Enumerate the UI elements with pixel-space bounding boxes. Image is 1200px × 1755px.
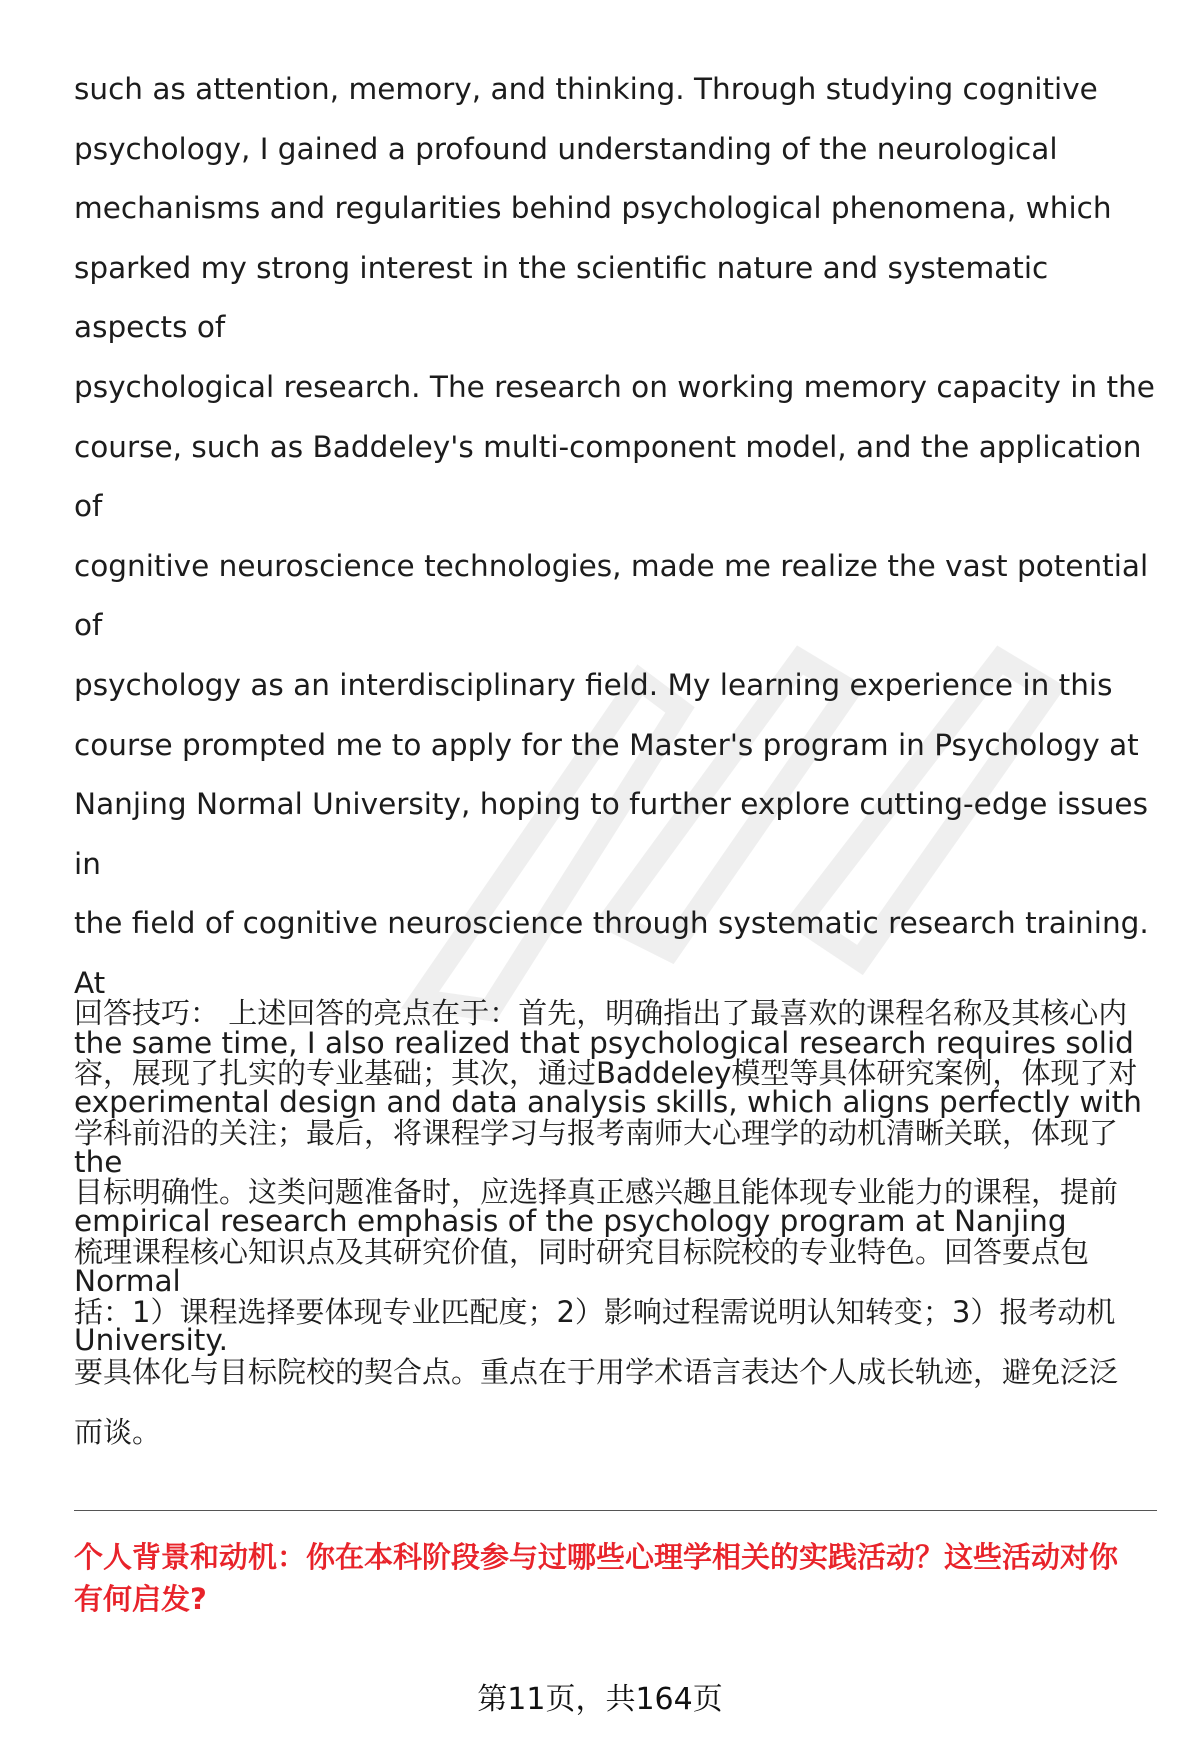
page-number: 第11页，共164页 [477,1682,723,1717]
english-answer-text: such as attention, memory, and thinking. Through studying cognitive psychology, I gained a profound understanding of the neurological mechanisms and regularities behind psychological phenomena, which sparked my strong interest in the scientific nature and systematic aspects of psychological research. The research on working memory capacity in the course, such as Baddeley's multi-component model, and the application of cognitive neuroscience technologies, made me realize the vast potential of psychology as an interdisciplinary field. My learning experience in this course prompted me to apply for the Master's program in Psychology at Nanjing Normal University, hoping to further explore cutting-edge issues in the field of cognitive neuroscience through systematic research training. At the same time, I also realized that psychological research requires solid experimental design and data analysis skills, which aligns perfectly with the empirical research emphasis of the psychology program at Nanjing Normal University. [74,72,1155,1358]
answer-tips-text: 回答技巧： 上述回答的亮点在于：首先，明确指出了最喜欢的课程名称及其核心内 容，展现了扎实的专业基础；其次，通过Baddeley模型等具体研究案例，体现了对 学科前沿的关注；最后，将课程学习与报考南师大心理学的动机清晰关联，体现了 目标明确性。这类问题准备时，应选择真正感兴趣且能体现专业能力的课程，提前 梳理课程核心知识点及其研究价值，同时研究目标院校的专业特色。回答要点包 括：1）课程选择要体现专业匹配度；2）影响过程需说明认知转变；3）报考动机 要具体化与目标院校的契合点。重点在于用学术语言表达个人成长轨迹，避免泛泛 而谈。 [74,996,1138,1449]
section-divider [74,1510,1157,1511]
interview-question-heading: 个人背景和动机：你在本科阶段参与过哪些心理学相关的实践活动？这些活动对你 有何启发? [74,1540,1119,1616]
